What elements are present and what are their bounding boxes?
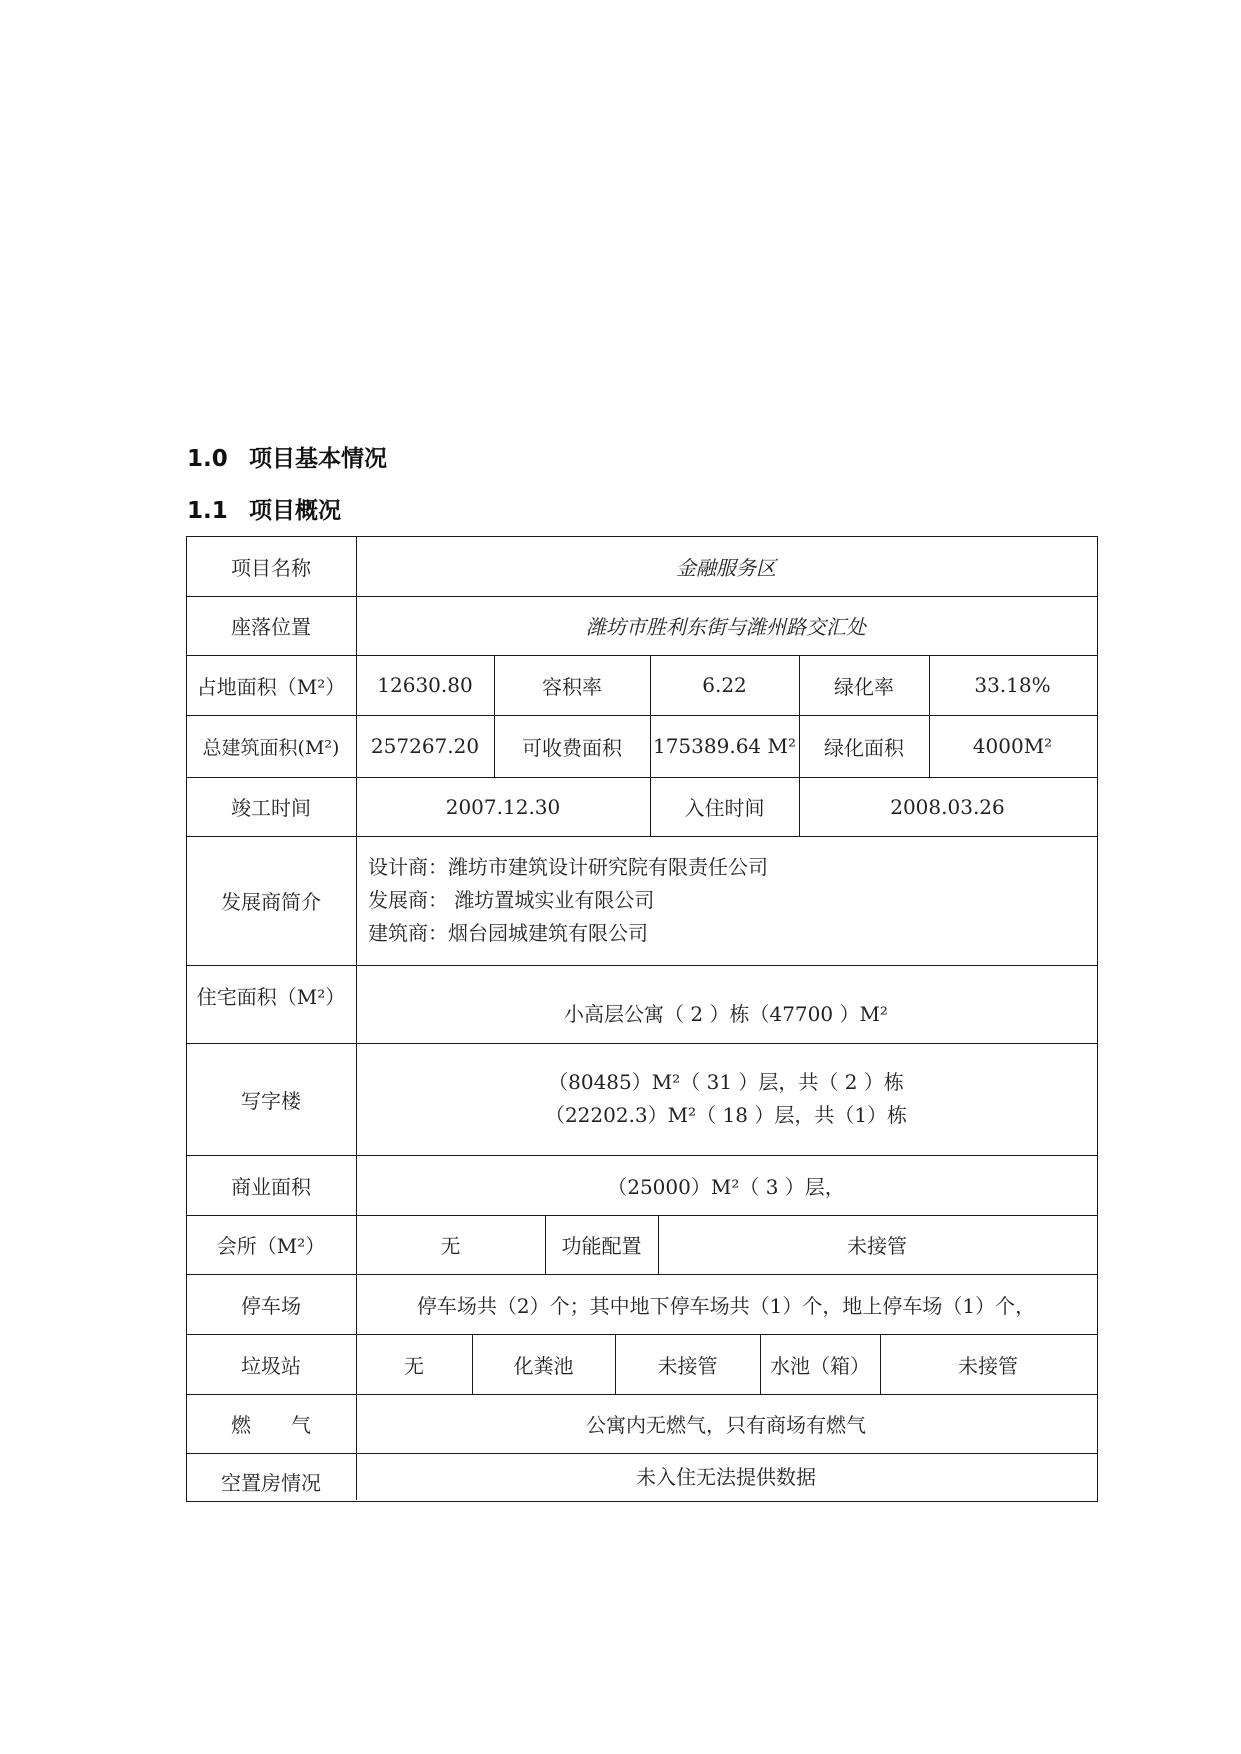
green-area-label: 绿化面积 <box>824 735 904 760</box>
section-heading-1-0 <box>187 440 387 473</box>
section-title: 项目概况 <box>249 498 341 524</box>
club-value: 无 <box>440 1234 461 1258</box>
developer-info <box>368 836 1088 965</box>
section-title: 项目基本情况 <box>249 446 387 472</box>
location-label: 座落位置 <box>231 615 311 639</box>
water-tank-label: 水池（箱） <box>770 1353 870 1378</box>
gas-label: 燃 气 <box>231 1413 311 1437</box>
land-area-value: 12630.80 <box>377 673 473 697</box>
designer-line: 设计商：潍坊市建筑设计研究院有限责任公司 <box>368 855 768 879</box>
completion-label: 竣工时间 <box>231 796 311 820</box>
section-heading-1-1 <box>187 492 341 525</box>
green-ratio-value: 33.18% <box>974 673 1051 697</box>
developer-line: 发展商： 潍坊置城实业有限公司 <box>368 888 655 912</box>
total-area-value: 257267.20 <box>370 734 480 758</box>
developer-label: 发展商简介 <box>221 890 321 914</box>
checkin-label: 入住时间 <box>684 796 765 820</box>
commercial-value: （25000）M²（ 3 ）层， <box>607 1174 845 1199</box>
office-line: （80485）M²（ 31 ）层，共（ 2 ）栋 <box>548 1070 904 1094</box>
gas-value: 公寓内无燃气，只有商场有燃气 <box>586 1413 866 1437</box>
vacancy-label: 空置房情况 <box>221 1470 321 1495</box>
project-name-label: 项目名称 <box>231 555 311 580</box>
function-label: 功能配置 <box>561 1234 642 1258</box>
plot-ratio-value: 6.22 <box>702 673 747 697</box>
vacancy-value: 未入住无法提供数据 <box>636 1464 816 1489</box>
commercial-label: 商业面积 <box>231 1174 311 1199</box>
green-ratio-label: 绿化率 <box>834 674 894 699</box>
builder-line: 建筑商：烟台园城建筑有限公司 <box>368 921 648 945</box>
club-label: 会所（M²） <box>216 1234 326 1258</box>
green-area-value: 4000M² <box>972 734 1053 758</box>
garbage-value: 无 <box>404 1353 424 1378</box>
chargeable-area-label: 可收费面积 <box>522 735 622 760</box>
septic-label: 化粪池 <box>513 1353 574 1378</box>
residential-label: 住宅面积（M²） <box>196 984 346 1009</box>
septic-value: 未接管 <box>657 1353 718 1378</box>
office-label: 写字楼 <box>241 1088 301 1113</box>
parking-value: 停车场共（2）个；其中地下停车场共（1）个，地上停车场（1）个， <box>416 1293 1036 1318</box>
completion-value: 2007.12.30 <box>445 794 561 819</box>
project-name-value: 金融服务区 <box>676 555 776 580</box>
land-area-label: 占地面积（M²） <box>196 674 346 699</box>
parking-label: 停车场 <box>241 1293 301 1318</box>
location-value: 潍坊市胜利东街与潍州路交汇处 <box>586 615 866 639</box>
office-line: （22202.3）M²（ 18 ）层，共（1）栋 <box>544 1103 908 1127</box>
checkin-value: 2008.03.26 <box>890 794 1005 819</box>
chargeable-area-value: 175389.64 M² <box>652 734 796 758</box>
garbage-label: 垃圾站 <box>241 1353 301 1378</box>
total-area-label: 总建筑面积(M²) <box>202 736 340 759</box>
office-info <box>356 1043 1096 1155</box>
residential-value: 小高层公寓（ 2 ）栋（47700 ）M² <box>564 1001 888 1026</box>
section-number: 1.0 <box>187 446 228 472</box>
function-value: 未接管 <box>847 1234 907 1258</box>
water-tank-value: 未接管 <box>958 1353 1018 1378</box>
section-number: 1.1 <box>187 498 228 524</box>
plot-ratio-label: 容积率 <box>542 674 602 699</box>
